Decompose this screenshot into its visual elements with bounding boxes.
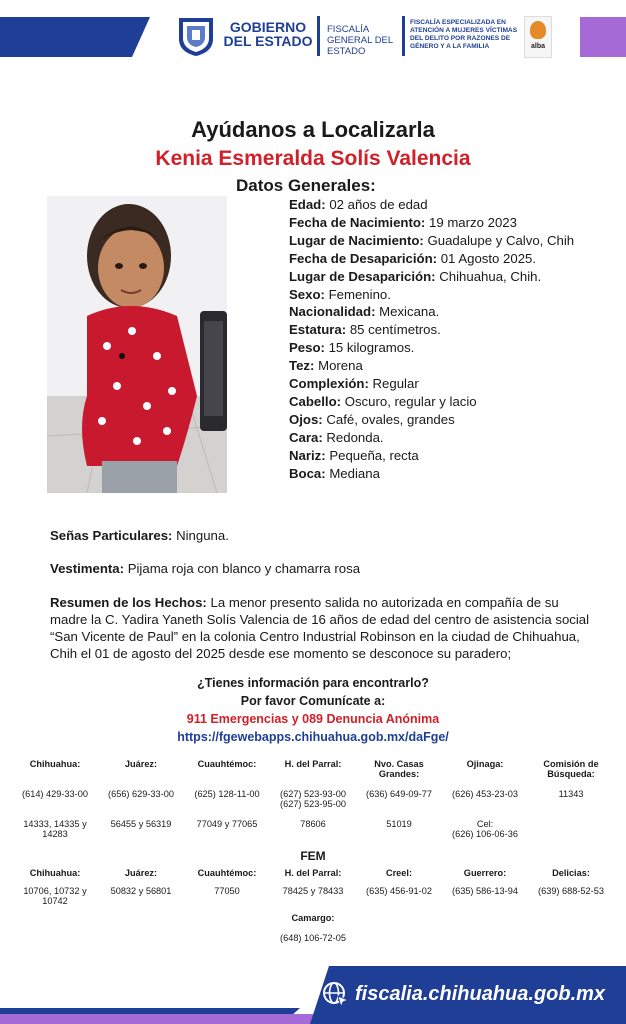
field-label: Fecha de Desaparición: (289, 250, 438, 266)
field-label: Peso: (289, 340, 325, 356)
field-fecha-desaparicion (289, 250, 589, 268)
field-tez (289, 357, 589, 375)
field-label: Boca: (289, 465, 326, 481)
field-value: 02 años de edad (329, 197, 428, 212)
field-value: Chihuahua, Chih. (439, 268, 542, 284)
field-lugar-desaparicion (289, 268, 589, 286)
field-fecha-nacimiento (289, 214, 589, 232)
table-cell: (635) 586-13-94 (452, 886, 518, 896)
field-value: 15 kilogramos. (328, 340, 415, 356)
emergency-numbers: 911 Emergencias y 089 Denuncia Anónima (186, 712, 440, 726)
table-cell: 78606 (300, 819, 326, 829)
table-row (12, 886, 614, 906)
field-label: Nariz: (289, 447, 326, 463)
header-blue-bar (0, 17, 150, 57)
datos-generales-heading: Datos Generales: (236, 176, 376, 195)
field-value: Femenino. (328, 286, 391, 302)
table-cell: (614) 429-33-00 (22, 789, 88, 799)
table-header: Juárez: (124, 759, 158, 769)
field-label: Lugar de Desaparición: (289, 268, 436, 284)
fiscalia-especializada-label: FISCALÍA ESPECIALIZADA EN ATENCIÓN A MUJERES VÍCTIMAS DEL DELITO POR RAZONES DE GÉNERO Y A LA FAMILIA (410, 19, 518, 50)
info-question: ¿Tienes información para encontrarlo? (197, 676, 429, 690)
field-label: Estatura: (289, 322, 347, 338)
table-cell (528, 819, 614, 849)
table-cell: (625) 128-11-00 (194, 789, 260, 799)
field-nacionalidad (289, 303, 589, 321)
table-cell: 50832 y 56801 (110, 886, 172, 896)
field-value: Café, ovales, grandes (326, 411, 455, 427)
resumen-label: Resumen de los Hechos: (50, 595, 207, 610)
table-cell: 77050 (214, 886, 240, 896)
field-sexo (289, 286, 589, 304)
table-cell: (627) 523-93-00 (627) 523-95-00 (280, 789, 346, 809)
resumen-hechos (50, 594, 590, 662)
field-label: Sexo: (289, 286, 325, 302)
table-header: Creel: (385, 868, 413, 878)
field-label: Cara: (289, 429, 323, 445)
table-cell: 51019 (386, 819, 412, 829)
table-header: Ojinaga: (466, 759, 504, 769)
report-url-link[interactable]: https://fgewebapps.chihuahua.gob.mx/daFge/ (177, 730, 449, 744)
table-cell: 78425 y 78433 (282, 886, 344, 896)
field-label: Complexión: (289, 376, 369, 392)
fiscalia-general-label: FISCALÍA GENERAL DEL ESTADO (327, 24, 393, 57)
alba-logo (524, 16, 552, 58)
field-value: 01 Agosto 2025. (440, 250, 537, 266)
gobierno-del-estado-logo: GOBIERNO DEL ESTADO (223, 19, 313, 49)
table-cell: (626) 453-23-03 (452, 789, 518, 799)
field-label: Nacionalidad: (289, 304, 376, 320)
table-cell: (639) 688-52-53 (538, 886, 604, 896)
field-value: Redonda. (326, 429, 384, 445)
field-label: Ojos: (289, 411, 323, 427)
table-cell: 14333, 14335 y 14283 (23, 819, 87, 839)
field-value: 19 marzo 2023 (428, 214, 517, 230)
vestimenta-label: Vestimenta: (50, 561, 125, 576)
field-label: Edad: (289, 197, 326, 212)
table-cell: 10706, 10732 y 10742 (23, 886, 87, 906)
senas-label: Señas Particulares: (50, 528, 173, 543)
field-value: Oscuro, regular y lacio (344, 393, 477, 409)
vestimenta (50, 560, 590, 577)
field-label: Fecha de Nacimiento: (289, 214, 426, 230)
field-value: Regular (372, 376, 419, 392)
missing-person-photo (47, 196, 227, 493)
fem-contacts-table (12, 868, 614, 906)
page-title: Ayúdanos a Localizarla (191, 117, 435, 142)
fem-heading: FEM (300, 849, 326, 863)
field-edad (289, 196, 589, 214)
table-row (12, 759, 614, 789)
senas-value: Ninguna. (176, 528, 229, 543)
web-globe-cursor-icon (322, 981, 350, 1009)
table-header: Comisión de Búsqueda: (543, 759, 599, 779)
field-complexion (289, 375, 589, 393)
table-cell: (636) 649-09-77 (366, 789, 432, 799)
resumen-value: La menor presento salida no autorizada en compañía de su madre la C. Yadira Yaneth Solís Valencia de 16 años de edad del centro de asistencia social “San Vicente de Paul” en la colonia Centro Industrial Robinson en la ciudad de Chihuahua, Chih el 01 de agosto del 2025 desde ese momento se desconoce su paradero; (50, 595, 590, 661)
field-value: Mexicana. (379, 304, 440, 320)
table-cell: 11343 (558, 789, 584, 799)
field-value: 85 centímetros. (349, 322, 441, 338)
field-cara (289, 429, 589, 447)
camargo-phone: (648) 106-72-05 (280, 933, 346, 943)
field-value: Mediana (329, 465, 380, 481)
field-nariz (289, 447, 589, 465)
call-to-action: Por favor Comunícate a: (240, 694, 386, 708)
table-row (12, 819, 614, 849)
table-cell: 77049 y 77065 (196, 819, 258, 829)
alba-flame-icon (530, 21, 546, 39)
table-cell: 56455 y 56319 (110, 819, 172, 829)
field-label: Cabello: (289, 393, 342, 409)
table-cell: (635) 456-91-02 (366, 886, 432, 896)
table-header: H. del Parral: (284, 868, 342, 878)
camargo-label: Camargo: (291, 913, 335, 923)
table-row (12, 789, 614, 819)
state-seal-icon (177, 15, 215, 57)
field-label: Tez: (289, 358, 315, 374)
alba-word: alba (530, 43, 545, 50)
person-name: Kenia Esmeralda Solís Valencia (155, 147, 471, 170)
vestimenta-value: Pijama roja con blanco y chamarra rosa (127, 561, 361, 576)
header-purple-bar (580, 17, 626, 57)
field-boca (289, 465, 589, 483)
header-divider (317, 16, 320, 56)
table-header: Cuauhtémoc: (197, 868, 257, 878)
footer-website-link[interactable]: fiscalia.chihuahua.gob.mx (355, 983, 606, 1005)
field-value: Pequeña, recta (329, 447, 419, 463)
table-header: Chihuahua: (29, 868, 81, 878)
contacts-table (12, 759, 614, 849)
field-label: Lugar de Nacimiento: (289, 232, 424, 248)
table-header: Chihuahua: (29, 759, 81, 769)
table-header: Delicias: (552, 868, 590, 878)
field-ojos (289, 411, 589, 429)
table-header: Cuauhtémoc: (197, 759, 257, 769)
field-cabello (289, 393, 589, 411)
table-header: Guerrero: (463, 868, 507, 878)
table-cell: (656) 629-33-00 (108, 789, 174, 799)
datos-generales-list (289, 196, 589, 483)
table-cell: Cel: (626) 106-06-36 (452, 819, 518, 839)
header-divider (402, 16, 405, 56)
field-value: Guadalupe y Calvo, Chih (427, 232, 575, 248)
senas-particulares (50, 527, 590, 544)
field-value: Morena (318, 358, 363, 374)
table-header: Nvo. Casas Grandes: (374, 759, 424, 779)
field-estatura (289, 321, 589, 339)
field-peso (289, 339, 589, 357)
table-header: H. del Parral: (284, 759, 342, 769)
table-row (12, 868, 614, 886)
table-header: Juárez: (124, 868, 158, 878)
field-lugar-nacimiento (289, 232, 589, 250)
